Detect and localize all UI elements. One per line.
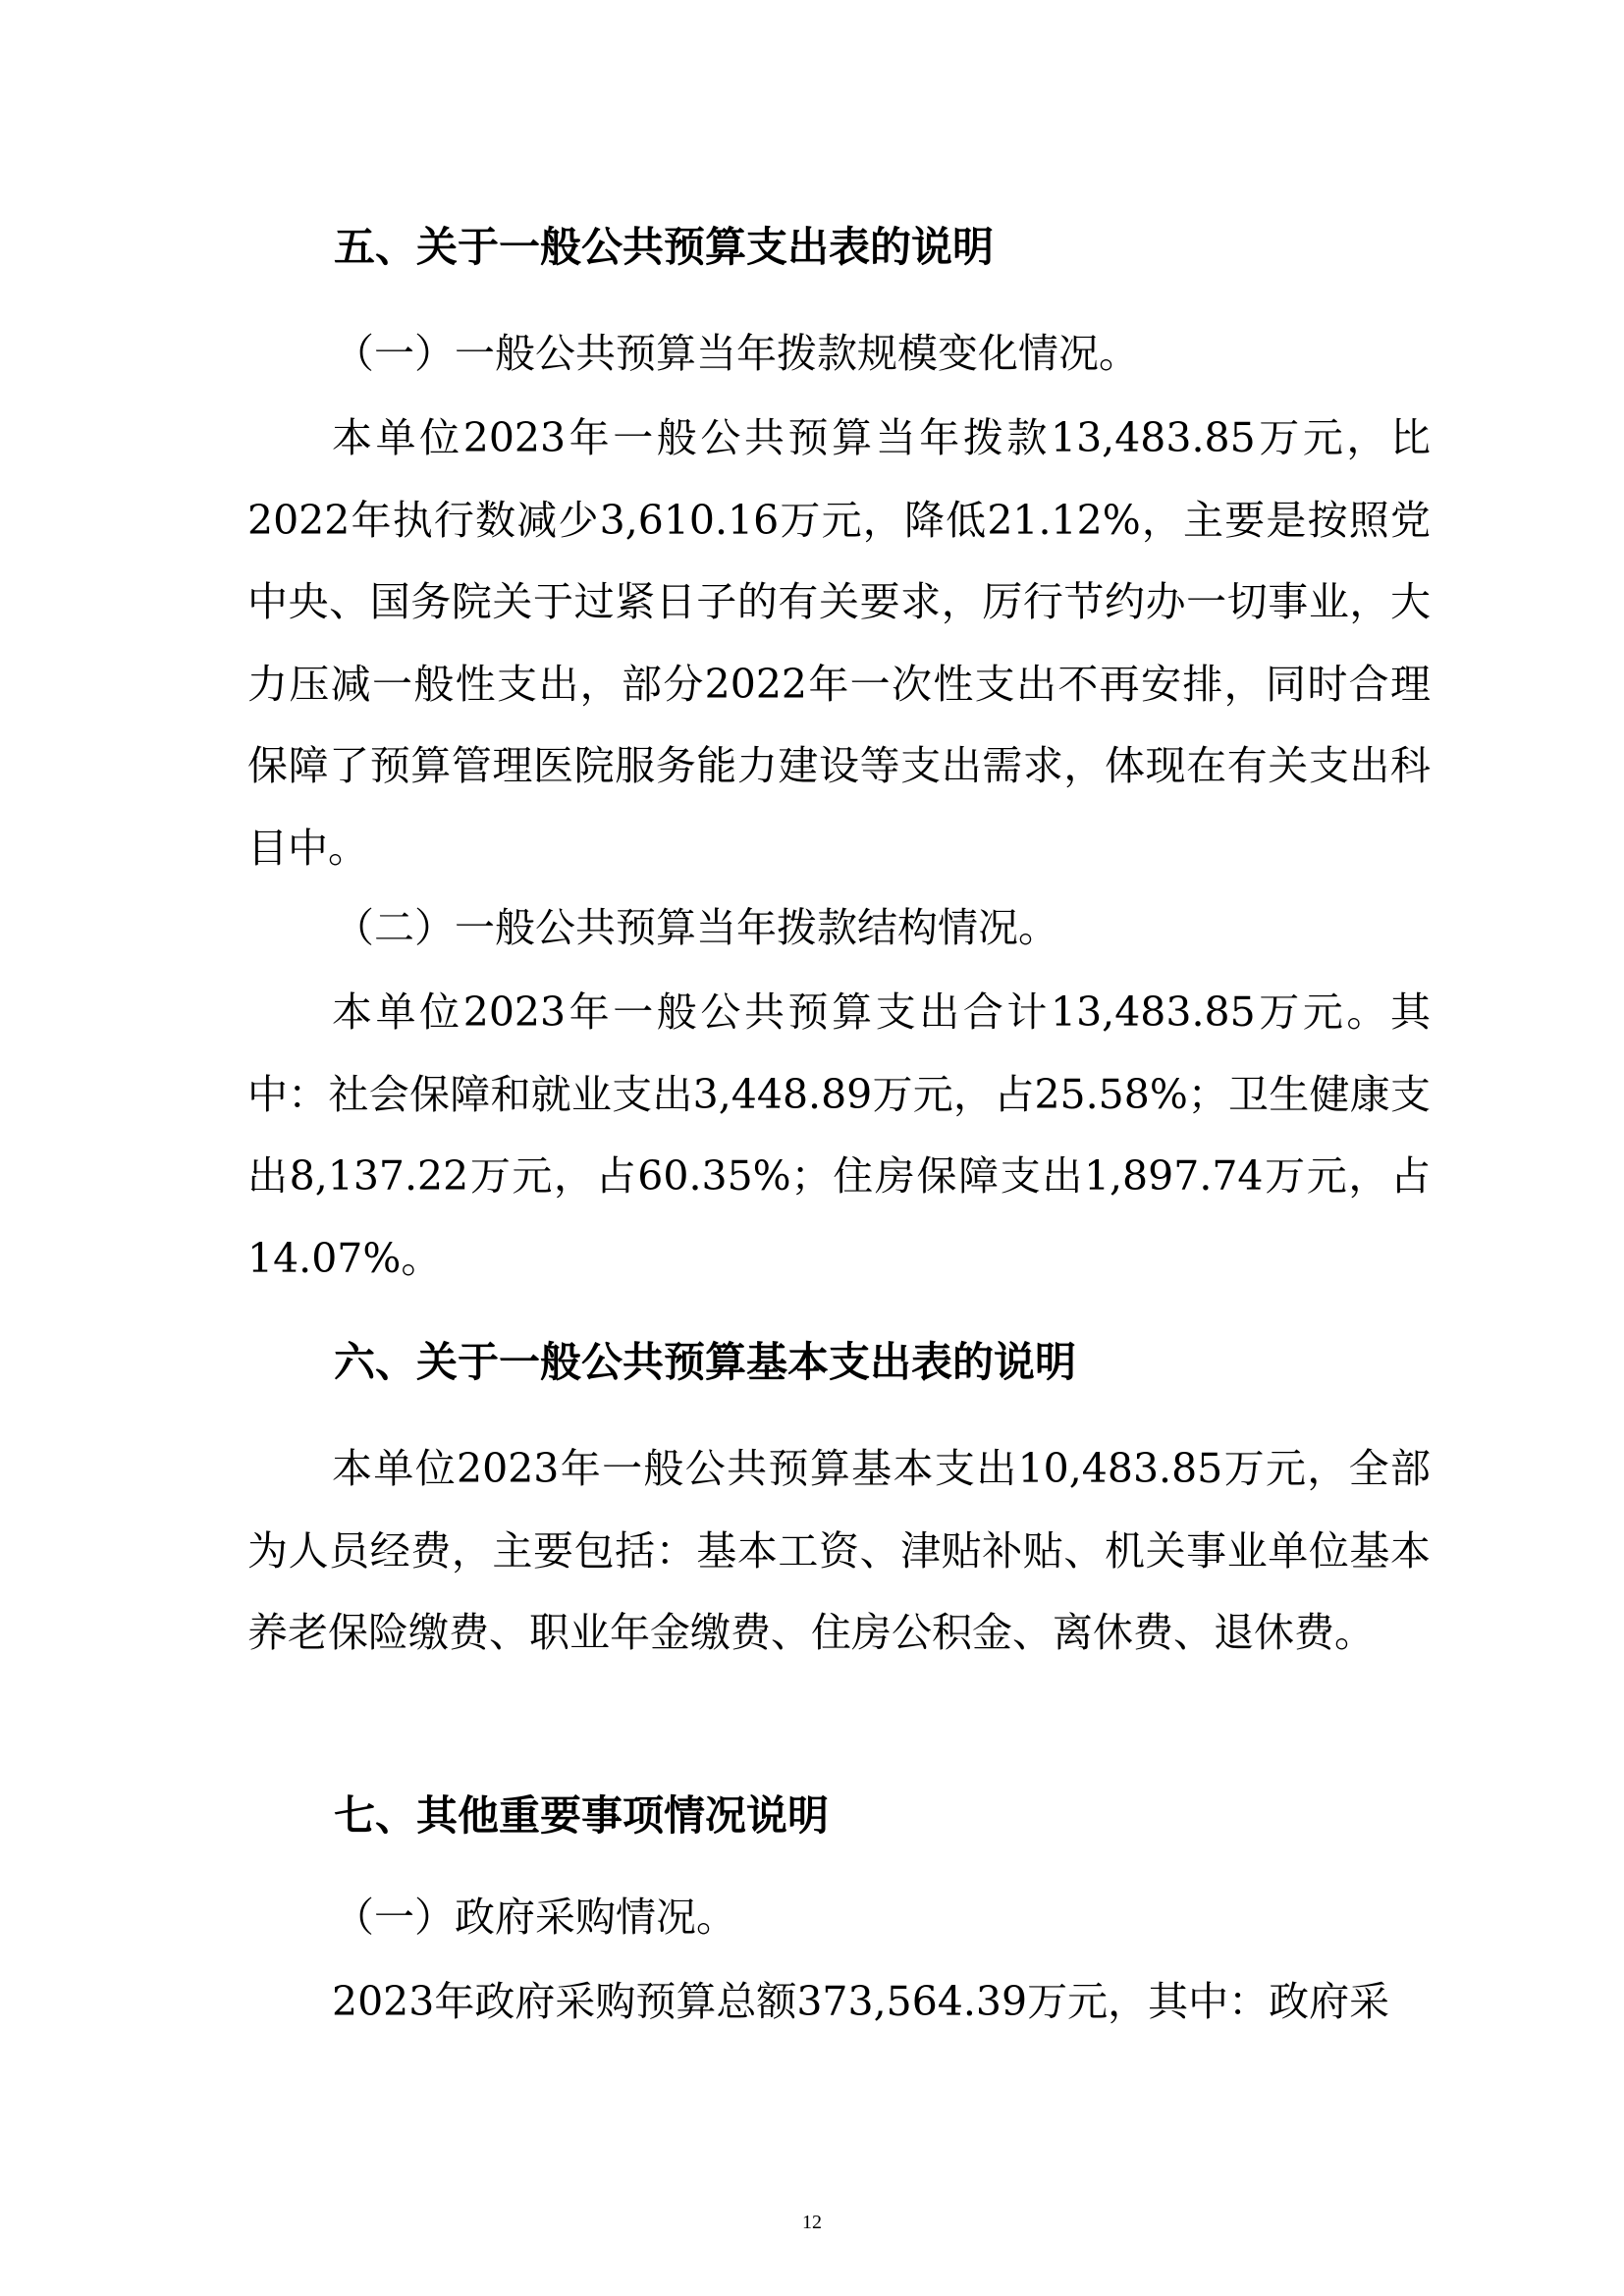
section-6-heading: 六、关于一般公共预算基本支出表的说明: [334, 1338, 1077, 1386]
section-7-para-1: 2023年政府采购预算总额373,564.39万元，其中：政府采: [332, 1978, 1390, 2025]
section-5-sub-1: （一）一般公共预算当年拨款规模变化情况。: [334, 330, 1139, 377]
section-6-para-1: 本单位2023年一般公共预算基本支出10,483.85万元，全部为人员经费，主要包括：基本工资、津贴补贴、机关事业单位基本养老保险缴费、职业年金缴费、住房公积金、离休费、退休费。: [247, 1445, 1431, 1656]
section-7-heading: 七、其他重要事项情况说明: [334, 1791, 830, 1840]
section-5-sub-2: （二）一般公共预算当年拨款结构情况。: [334, 904, 1058, 951]
page-number: 12: [802, 2212, 822, 2233]
section-5-heading: 五、关于一般公共预算支出表的说明: [334, 223, 995, 271]
section-5-para-1: 本单位2023年一般公共预算当年拨款13,483.85万元，比2022年执行数减少3,610.16万元，降低21.12%，主要是按照党中央、国务院关于过紧日子的有关要求，厉行节约办一切事业，大力压减一般性支出，部分2022年一次性支出不再安排，同时合理保障了预算管理医院服务能力建设等支出需求，体现在有关支出科目中。: [247, 414, 1431, 872]
section-5-para-2: 本单位2023年一般公共预算支出合计13,483.85万元。其中：社会保障和就业支出3,448.89万元，占25.58%；卫生健康支出8,137.22万元，占60.35%；住房保障支出1,897.74万元，占14.07%。: [247, 988, 1431, 1282]
section-7-sub-1: （一）政府采购情况。: [334, 1894, 736, 1941]
